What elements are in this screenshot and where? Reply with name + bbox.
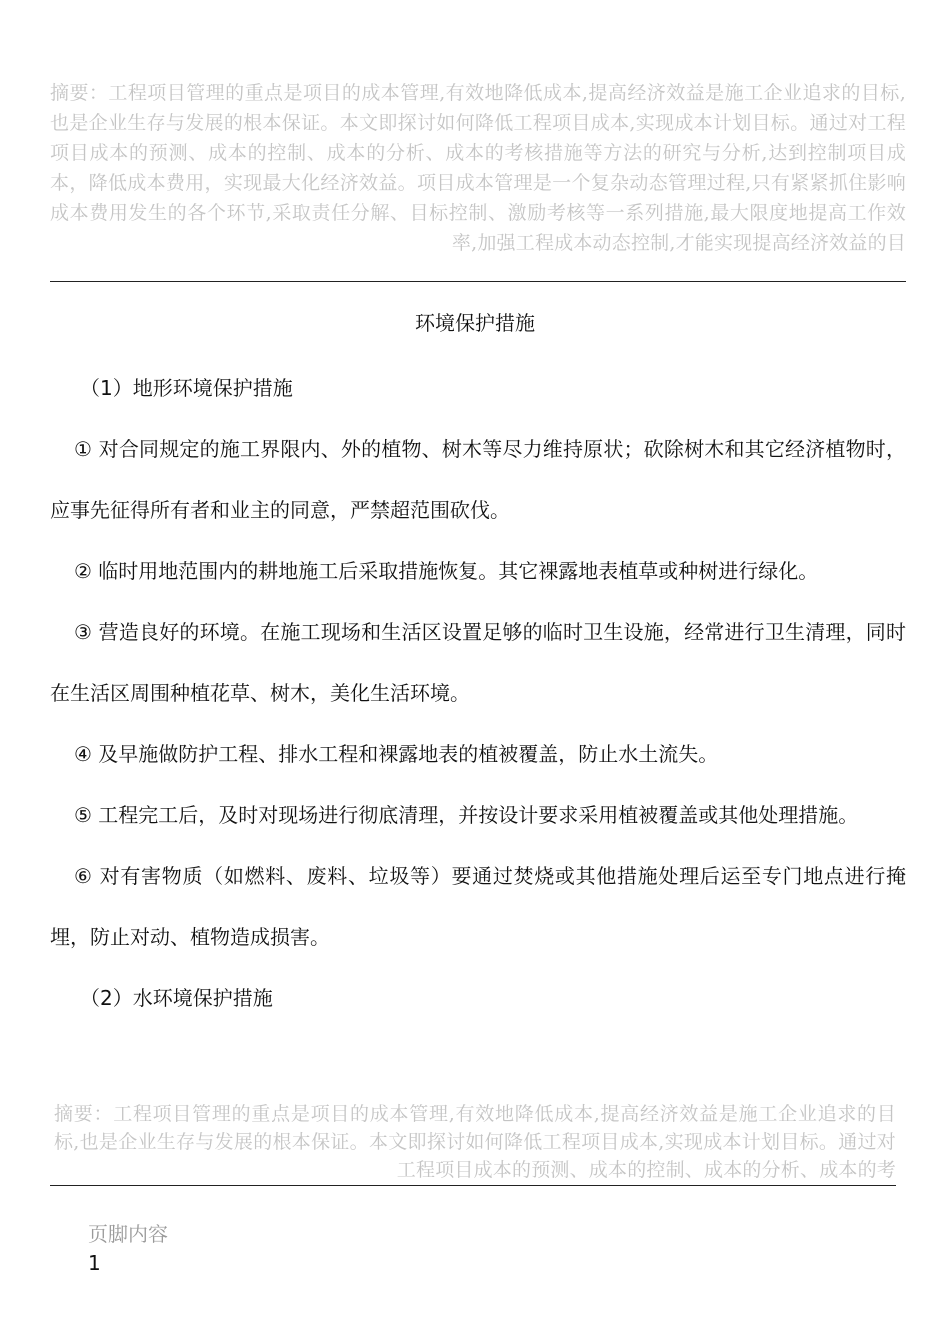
page-footer bbox=[88, 1220, 168, 1278]
list-item: ③ 营造良好的环境。在施工现场和生活区设置足够的临时卫生设施，经常进行卫生清理，同时在生活区周围种植花草、树木，美化生活环境。 bbox=[50, 620, 906, 705]
list-item: ② 临时用地范围内的耕地施工后采取措施恢复。其它裸露地表植草或种树进行绿化。 bbox=[74, 559, 819, 583]
footer-divider bbox=[50, 1185, 896, 1186]
list-item: ① 对合同规定的施工界限内、外的植物、树木等尽力维持原状；砍除树木和其它经济植物时，应事先征得所有者和业主的同意，严禁超范围砍伐。 bbox=[50, 437, 906, 522]
list-item: ⑥ 对有害物质（如燃料、废料、垃圾等）要通过焚烧或其他措施处理后运至专门地点进行掩埋，防止对动、植物造成损害。 bbox=[50, 864, 906, 949]
document-title: 环境保护措施 bbox=[415, 311, 535, 335]
document-body bbox=[50, 358, 906, 1029]
page-number: 1 bbox=[88, 1251, 101, 1275]
list-item: ⑤ 工程完工后，及时对现场进行彻底清理，并按设计要求采用植被覆盖或其他处理措施。 bbox=[74, 803, 859, 827]
section-heading-terrain: （1）地形环境保护措施 bbox=[80, 376, 293, 400]
header-abstract: 摘要：工程项目管理的重点是项目的成本管理,有效地降低成本,提高经济效益是施工企业追求的目标,也是企业生存与发展的根本保证。本文即探讨如何降低工程项目成本,实现成本计划目标。通过对工程项目成本的预测、成本的控制、成本的分析、成本的考核措施等方法的研究与分析,达到控制项目成本，降低成本费用，实现最大化经济效益。项目成本管理是一个复杂动态管理过程,只有紧紧抓住影响成本费用发生的各个环节,采取责任分解、目标控制、激励考核等一系列措施,最大限度地提高工作效率,加强工程成本动态控制,才能实现提高经济效益的目 bbox=[50, 82, 906, 254]
list-item: ④ 及早施做防护工程、排水工程和裸露地表的植被覆盖，防止水土流失。 bbox=[74, 742, 719, 766]
section-heading-water: （2）水环境保护措施 bbox=[80, 986, 273, 1010]
page-footer-label: 页脚内容 bbox=[88, 1222, 168, 1246]
footer-abstract: 摘要：工程项目管理的重点是项目的成本管理,有效地降低成本,提高经济效益是施工企业追求的目标,也是企业生存与发展的根本保证。本文即探讨如何降低工程项目成本,实现成本计划目标。通过对工程项目成本的预测、成本的控制、成本的分析、成本的考 bbox=[54, 1103, 896, 1181]
header-divider bbox=[50, 281, 906, 282]
